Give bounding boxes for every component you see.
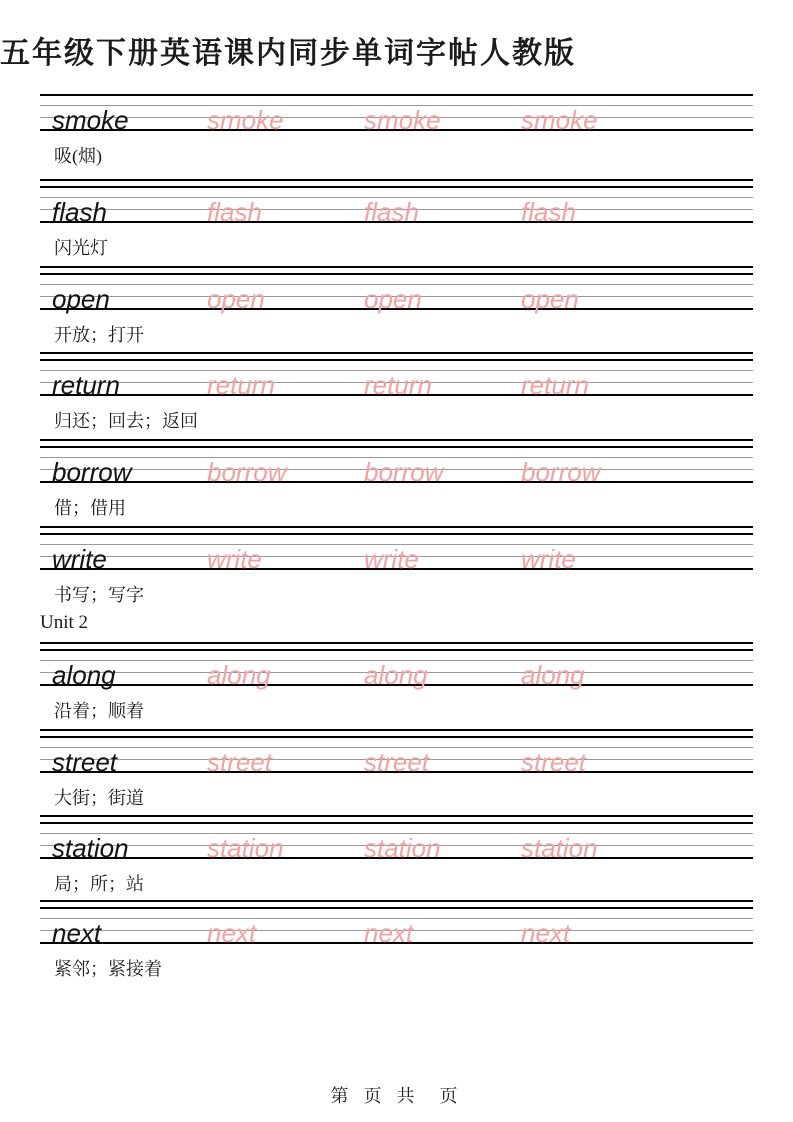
trace-word: return xyxy=(364,370,432,400)
practice-word: street xyxy=(52,747,118,777)
word-unit xyxy=(40,907,753,979)
word-meaning: 书写；写字 xyxy=(54,585,144,605)
word-meaning: 大街；街道 xyxy=(54,788,144,808)
page-title xyxy=(0,28,576,72)
word-unit xyxy=(40,822,753,894)
trace-word: flash xyxy=(521,197,576,227)
trace-word: smoke xyxy=(521,105,598,135)
trace-word: return xyxy=(207,370,275,400)
word-unit xyxy=(40,736,753,808)
row-divider xyxy=(40,900,753,902)
word-unit xyxy=(40,273,753,345)
practice-word: write xyxy=(52,544,107,574)
trace-word: street xyxy=(364,747,430,777)
row-divider xyxy=(40,179,753,181)
practice-word: smoke xyxy=(52,105,129,135)
trace-word: open xyxy=(207,284,265,314)
trace-word: along xyxy=(521,660,585,690)
word-unit xyxy=(40,94,753,166)
trace-word: street xyxy=(521,747,587,777)
word-meaning: 沿着；顺着 xyxy=(54,701,144,721)
row-divider xyxy=(40,729,753,731)
writing-staff xyxy=(40,822,753,863)
writing-staff xyxy=(40,533,753,574)
page-title-text: 五年级下册英语课内同步单词字帖人教版 xyxy=(0,37,576,70)
word-meaning: 开放；打开 xyxy=(54,325,144,345)
writing-staff xyxy=(40,359,753,400)
practice-word: open xyxy=(52,284,110,314)
row-divider xyxy=(40,266,753,268)
writing-staff xyxy=(40,907,753,948)
trace-word: station xyxy=(364,833,441,863)
writing-staff xyxy=(40,273,753,314)
trace-word: smoke xyxy=(207,105,284,135)
word-meaning: 局；所；站 xyxy=(54,874,144,894)
trace-word: smoke xyxy=(364,105,441,135)
unit-section-label: Unit 2 xyxy=(40,612,89,633)
trace-word: write xyxy=(207,544,262,574)
word-unit xyxy=(40,186,753,258)
practice-word: return xyxy=(52,370,120,400)
row-divider xyxy=(40,439,753,441)
trace-word: open xyxy=(521,284,579,314)
word-meaning: 归还；回去；返回 xyxy=(54,411,198,431)
word-unit xyxy=(40,649,753,721)
row-divider xyxy=(40,815,753,817)
trace-word: street xyxy=(207,747,273,777)
trace-word: borrow xyxy=(521,457,601,487)
trace-word: station xyxy=(521,833,598,863)
trace-word: station xyxy=(207,833,284,863)
trace-word: borrow xyxy=(364,457,444,487)
page-footer xyxy=(0,1082,793,1108)
trace-word: next xyxy=(364,918,414,948)
row-divider xyxy=(40,352,753,354)
writing-staff xyxy=(40,736,753,777)
practice-word: flash xyxy=(52,197,107,227)
practice-word: station xyxy=(52,833,129,863)
trace-word: flash xyxy=(364,197,419,227)
word-unit xyxy=(40,533,753,633)
practice-word: borrow xyxy=(52,457,132,487)
trace-word: flash xyxy=(207,197,262,227)
practice-word: next xyxy=(52,918,102,948)
trace-word: write xyxy=(364,544,419,574)
trace-word: return xyxy=(521,370,589,400)
trace-word: open xyxy=(364,284,422,314)
writing-staff xyxy=(40,446,753,487)
row-divider xyxy=(40,642,753,644)
trace-word: write xyxy=(521,544,576,574)
word-meaning: 闪光灯 xyxy=(54,238,108,258)
trace-word: next xyxy=(521,918,571,948)
trace-word: next xyxy=(207,918,257,948)
word-meaning: 吸(烟) xyxy=(54,146,102,166)
row-divider xyxy=(40,526,753,528)
word-meaning: 借；借用 xyxy=(54,498,126,518)
writing-staff xyxy=(40,94,753,135)
writing-staff xyxy=(40,649,753,690)
page-number-label: 第 页 共 页 xyxy=(330,1086,463,1106)
word-meaning: 紧邻；紧接着 xyxy=(54,959,162,979)
trace-word: borrow xyxy=(207,457,287,487)
practice-word: along xyxy=(52,660,116,690)
trace-word: along xyxy=(207,660,271,690)
writing-staff xyxy=(40,186,753,227)
trace-word: along xyxy=(364,660,428,690)
word-unit xyxy=(40,359,753,431)
word-unit xyxy=(40,446,753,518)
